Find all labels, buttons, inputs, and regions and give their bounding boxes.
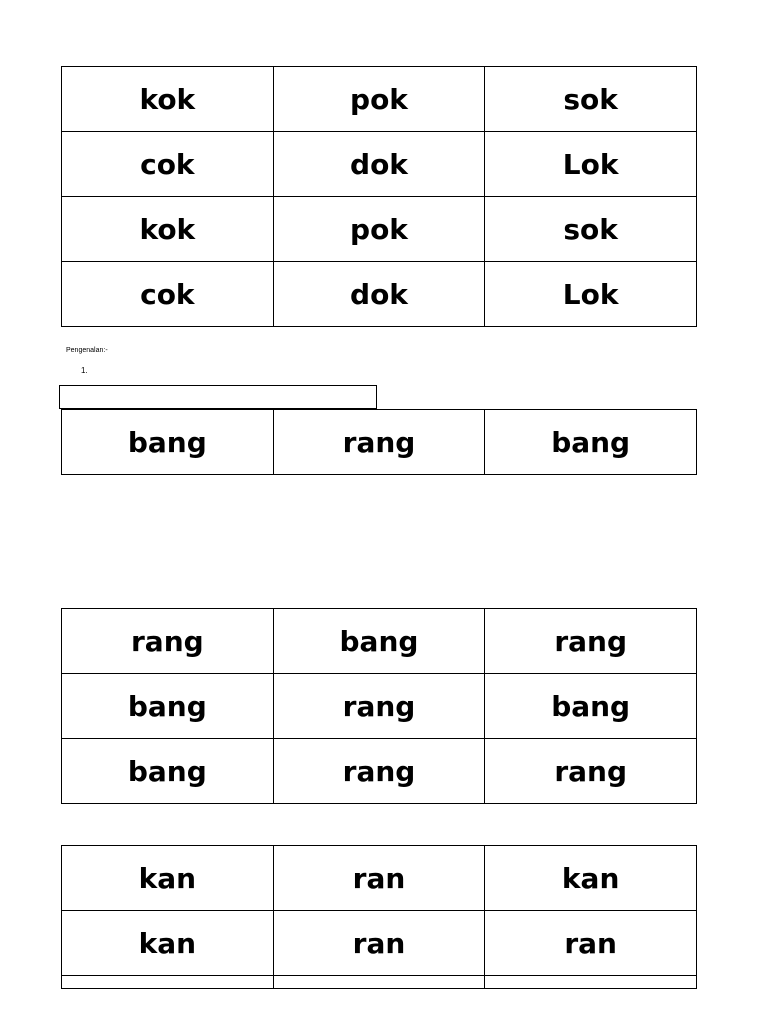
table-cell: pok [273,67,485,132]
table-row [62,132,697,197]
table-cell: ran [273,846,485,911]
table-cell: kan [62,846,274,911]
table-cell: ran [485,911,697,976]
intro-number: 1. [81,366,88,375]
table-row [62,846,697,911]
table-row [62,197,697,262]
syllable-table-2 [61,409,697,475]
table-cell: rang [485,739,697,804]
table-cell: dok [273,132,485,197]
table-row [62,739,697,804]
empty-text-box [59,385,377,409]
table-row [62,976,697,989]
table-cell: pok [273,197,485,262]
table-cell: Lok [485,262,697,327]
table-row [62,609,697,674]
table-cell: kan [62,911,274,976]
syllable-table-4 [61,845,697,989]
table-cell: kan [485,846,697,911]
table-row [62,911,697,976]
table-cell: rang [273,674,485,739]
table-cell: ran [273,911,485,976]
table-cell: kok [62,197,274,262]
table-cell: rang [485,609,697,674]
table-cell: dok [273,262,485,327]
table-cell [273,976,485,989]
table-cell: Lok [485,132,697,197]
table-cell [62,976,274,989]
syllable-table-1 [61,66,697,327]
table-cell: bang [485,410,697,475]
table-cell: cok [62,262,274,327]
table-cell: kok [62,67,274,132]
table-cell: rang [273,739,485,804]
intro-label: Pengenalan:- [66,347,108,354]
table-cell: rang [62,609,274,674]
table-cell: sok [485,67,697,132]
table-cell: bang [273,609,485,674]
table-row [62,67,697,132]
table-cell: sok [485,197,697,262]
table-cell [485,976,697,989]
table-cell: bang [485,674,697,739]
table-cell: bang [62,739,274,804]
table-cell: cok [62,132,274,197]
table-row [62,410,697,475]
table-cell: rang [273,410,485,475]
table-cell: bang [62,410,274,475]
table-row [62,262,697,327]
syllable-table-3 [61,608,697,804]
table-row [62,674,697,739]
table-cell: bang [62,674,274,739]
